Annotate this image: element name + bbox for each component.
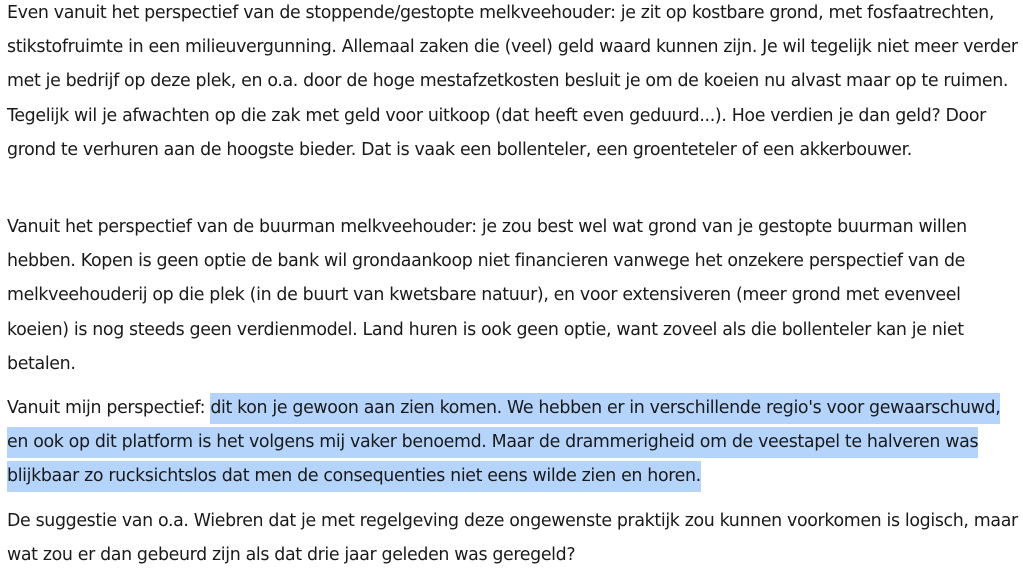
paragraph-suggestie-wiebren: De suggestie van o.a. Wiebren dat je met regelgeving deze ongewenste praktijk zou kunnen voorkomen is logisch, maar wat zou er dan gebeurd zijn als dat drie jaar geleden was geregeld?: [7, 511, 1018, 566]
paragraph-prefix: Vanuit mijn perspectief:: [7, 398, 211, 418]
paragraph-mijn-perspectief: [7, 391, 1019, 494]
paragraph-buurman-melkveehouder: Vanuit het perspectief van de buurman melkveehouder: je zou best wel wat grond van je gestopte buurman willen hebben. Kopen is geen optie de bank wil grondaankoop niet financieren vanwege het onzekere perspectief van de melkveehouderij op die plek (in de buurt van kwetsbare natuur), en voor extensiveren (meer grond met evenveel koeien) is nog steeds geen verdienmodel. Land huren is ook geen optie, want zoveel als die bollenteler kan je niet betalen.: [7, 217, 967, 374]
selected-text-highlight[interactable]: dit kon je gewoon aan zien komen. We hebben er in verschillende regio's voor gewaarschuwd, en ook op dit platform is het volgens mij vaker benoemd. Maar de drammerigheid om de veestapel te halveren was blijkbaar zo rucksichtslos dat men de consequenties niet eens wilde zien en horen.: [7, 393, 1000, 492]
paragraph-stoppende-melkveehouder: Even vanuit het perspectief van de stoppende/gestopte melkveehouder: je zit op kostbare grond, met fosfaatrechten, stikstofruimte in een milieuvergunning. Allemaal zaken die (veel) geld waard kunnen zijn. Je wil tegelijk niet meer verder met je bedrijf op deze plek, en o.a. door de hoge mestafzetkosten besluit je om de koeien nu alvast maar op te ruimen. Tegelijk wil je afwachten op die zak met geld voor uitkoop (dat heeft even geduurd...). Hoe verdien je dan geld? Door grond te verhuren aan de hoogste bieder. Dat is vaak een bollenteler, een groenteteler of een akkerbouwer.: [7, 3, 1018, 160]
